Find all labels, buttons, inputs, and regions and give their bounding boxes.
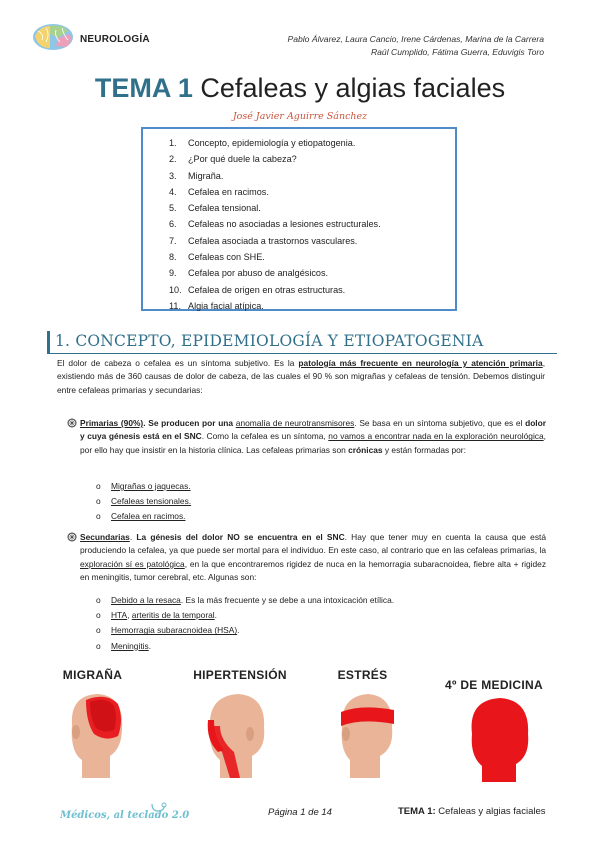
primarias-label: Primarias (90%) <box>80 418 144 428</box>
primarias-paragraph: Primarias (90%). Se producen por una anomalía de neurotransmisores. Se basa en un síntoma subjetivo, que es el dolor y cuya génesis está en el SNC. Como la cefalea es un síntoma, no vamos a encontrar nada en la exploración neurológica, por ello hay que insistir en la historia clínica. Las cefaleas primarias son crónicas y están formadas por: <box>80 417 546 457</box>
toc-item: 3. Migraña. <box>169 170 224 181</box>
toc-item: 10. Cefalea de origen en otras estructuras. <box>169 284 346 295</box>
list-item: o Debido a la resaca. Es la más frecuente y se debe a una intoxicación etílica. <box>96 595 395 605</box>
list-item: o Cefalea en racimos. <box>96 511 186 522</box>
figure-label-hypertension: HIPERTENSIÓN <box>193 668 287 682</box>
intro-highlight: patología más frecuente en neurología y atención primaria <box>298 358 543 368</box>
section-heading-bar <box>47 331 50 353</box>
brain-logo <box>32 22 74 52</box>
toc-item: 7. Cefalea asociada a trastornos vasculares. <box>169 235 358 246</box>
head-migraine-illustration <box>60 690 130 780</box>
list-item: o Hemorragia subaracnoidea (HSA). <box>96 625 240 636</box>
section-label: NEUROLOGÍA <box>80 34 150 45</box>
secundarias-label: Secundarias <box>80 532 130 542</box>
toc-item: 4. Cefalea en racimos. <box>169 186 269 197</box>
secundarias-paragraph: Secundarias. La génesis del dolor NO se encuentra en el SNC. Hay que tener muy en cuenta la causa que está produciendo la cefalea, ya que puede ser mortal para el individuo. En este caso, al contrario que en las cefaleas primarias, la exploración sí es patológica, en la que encontraremos rigidez de nuca en la hemorragia subaracnoidea, fiebre alta + rigidez en meningitis, tumor cerebral, etc. Algunas son: <box>80 531 546 585</box>
list-item: o Meningitis. <box>96 640 152 651</box>
toc-item: 5. Cefalea tensional. <box>169 203 261 214</box>
section-heading-rule <box>47 353 557 354</box>
toc-list <box>169 135 381 314</box>
title-text: Cefaleas y algias faciales <box>200 73 506 103</box>
list-item: o HTA, arteritis de la temporal. <box>96 610 217 621</box>
toc-item: 1. Concepto, epidemiología y etiopatogenia. <box>169 138 356 148</box>
headache-types-figure <box>50 668 550 783</box>
head-medicine-illustration <box>458 694 538 784</box>
toc-item: 2. ¿Por qué duele la cabeza? <box>169 154 297 165</box>
figure-label-migraine: MIGRAÑA <box>62 668 123 682</box>
head-stress-illustration <box>332 690 402 780</box>
bullet-icon <box>67 418 77 428</box>
toc-item: 11. Algia facial atípica. <box>169 300 264 311</box>
primarias-list <box>96 479 192 525</box>
figure-label-medicine: 4º DE MEDICINA <box>445 678 543 692</box>
list-item: o Migrañas o jaquecas. <box>96 481 191 491</box>
page-number: Página 1 de 14 <box>268 807 332 818</box>
title-author: José Javier Aguirre Sánchez <box>232 111 368 122</box>
table-of-contents <box>141 127 457 311</box>
authors-line-1: Pablo Álvarez, Laura Cancio, Irene Cárdenas, Marina de la Carrera <box>287 34 544 44</box>
footer-brand: Médicos, al teclado 2.0 <box>60 810 190 821</box>
toc-item: 8. Cefaleas con SHE. <box>169 252 265 263</box>
head-hypertension-illustration <box>200 690 275 780</box>
section-heading: 1. CONCEPTO, EPIDEMIOLOGÍA Y ETIOPATOGENIA <box>55 332 484 350</box>
authors-line-2: Raúl Cumplido, Fátima Guerra, Eduvigis Toro <box>370 47 544 57</box>
figure-label-stress: ESTRÉS <box>337 668 388 682</box>
title-prefix: TEMA 1 <box>94 73 193 103</box>
list-item: o Cefaleas tensionales. <box>96 496 192 507</box>
toc-item: 6. Cefaleas no asociadas a lesiones estructurales. <box>169 219 381 230</box>
intro-paragraph: El dolor de cabeza o cefalea es un síntoma subjetivo. Es la patología más frecuente en neurología y atención primaria, existiendo más de 360 causas de dolor de cabeza, de las cuales el 90 % son migrañas y cefaleas de tensión. Debemos distinguir entre cefaleas primarias y secundarias: <box>57 358 546 395</box>
page-title <box>0 73 600 104</box>
authors <box>287 33 544 59</box>
stethoscope-icon <box>150 802 168 814</box>
toc-item: 9. Cefalea por abuso de analgésicos. <box>169 268 329 279</box>
footer-topic: TEMA 1: Cefaleas y algias faciales <box>398 806 546 817</box>
secundarias-list <box>96 593 395 654</box>
bullet-icon <box>67 532 77 542</box>
